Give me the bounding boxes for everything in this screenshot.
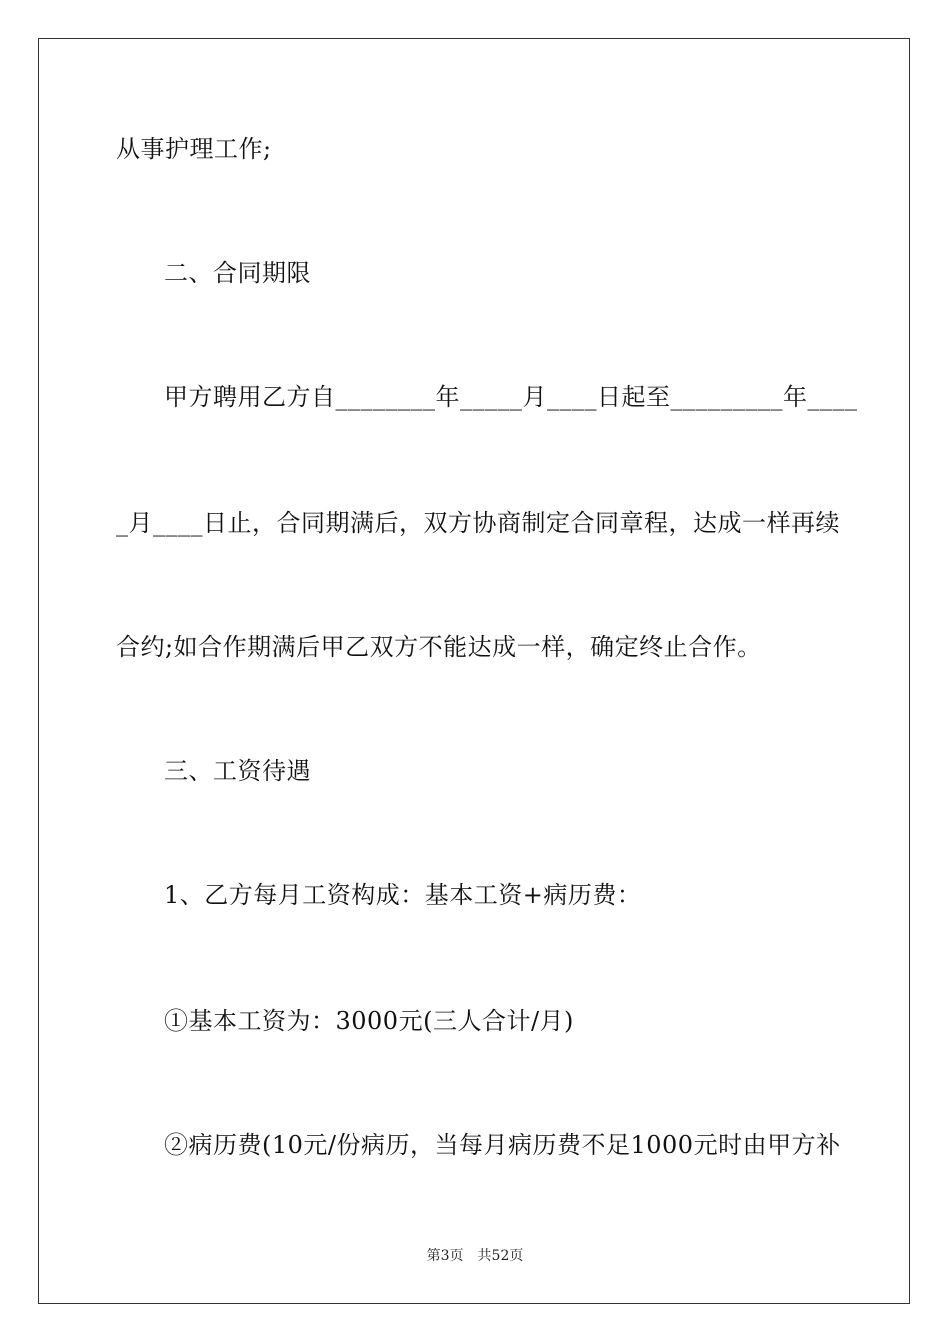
page-frame	[38, 38, 910, 1304]
text-line-1: 从事护理工作;	[116, 135, 272, 163]
text-line-7: 1、乙方每月工资构成：基本工资+病历费：	[164, 881, 642, 909]
text-line-4: _月____日止，合同期满后，双方协商制定合同章程，达成一样再续	[116, 509, 840, 537]
section-heading-salary: 三、工资待遇	[164, 757, 311, 785]
text-line-3: 甲方聘用乙方自________年_____月____日起至_________年____	[164, 383, 858, 411]
section-heading-contract-term: 二、合同期限	[164, 259, 311, 287]
text-line-9: ②病历费(10元/份病历，当每月病历费不足1000元时由甲方补	[164, 1131, 841, 1159]
text-line-8: ①基本工资为：3000元(三人合计/月)	[164, 1007, 574, 1035]
page-total: 共52页	[477, 1248, 524, 1264]
page-number: 第3页	[426, 1248, 464, 1264]
text-line-5: 合约;如合作期满后甲乙双方不能达成一样，确定终止合作。	[116, 633, 762, 661]
page-footer	[0, 1246, 950, 1266]
